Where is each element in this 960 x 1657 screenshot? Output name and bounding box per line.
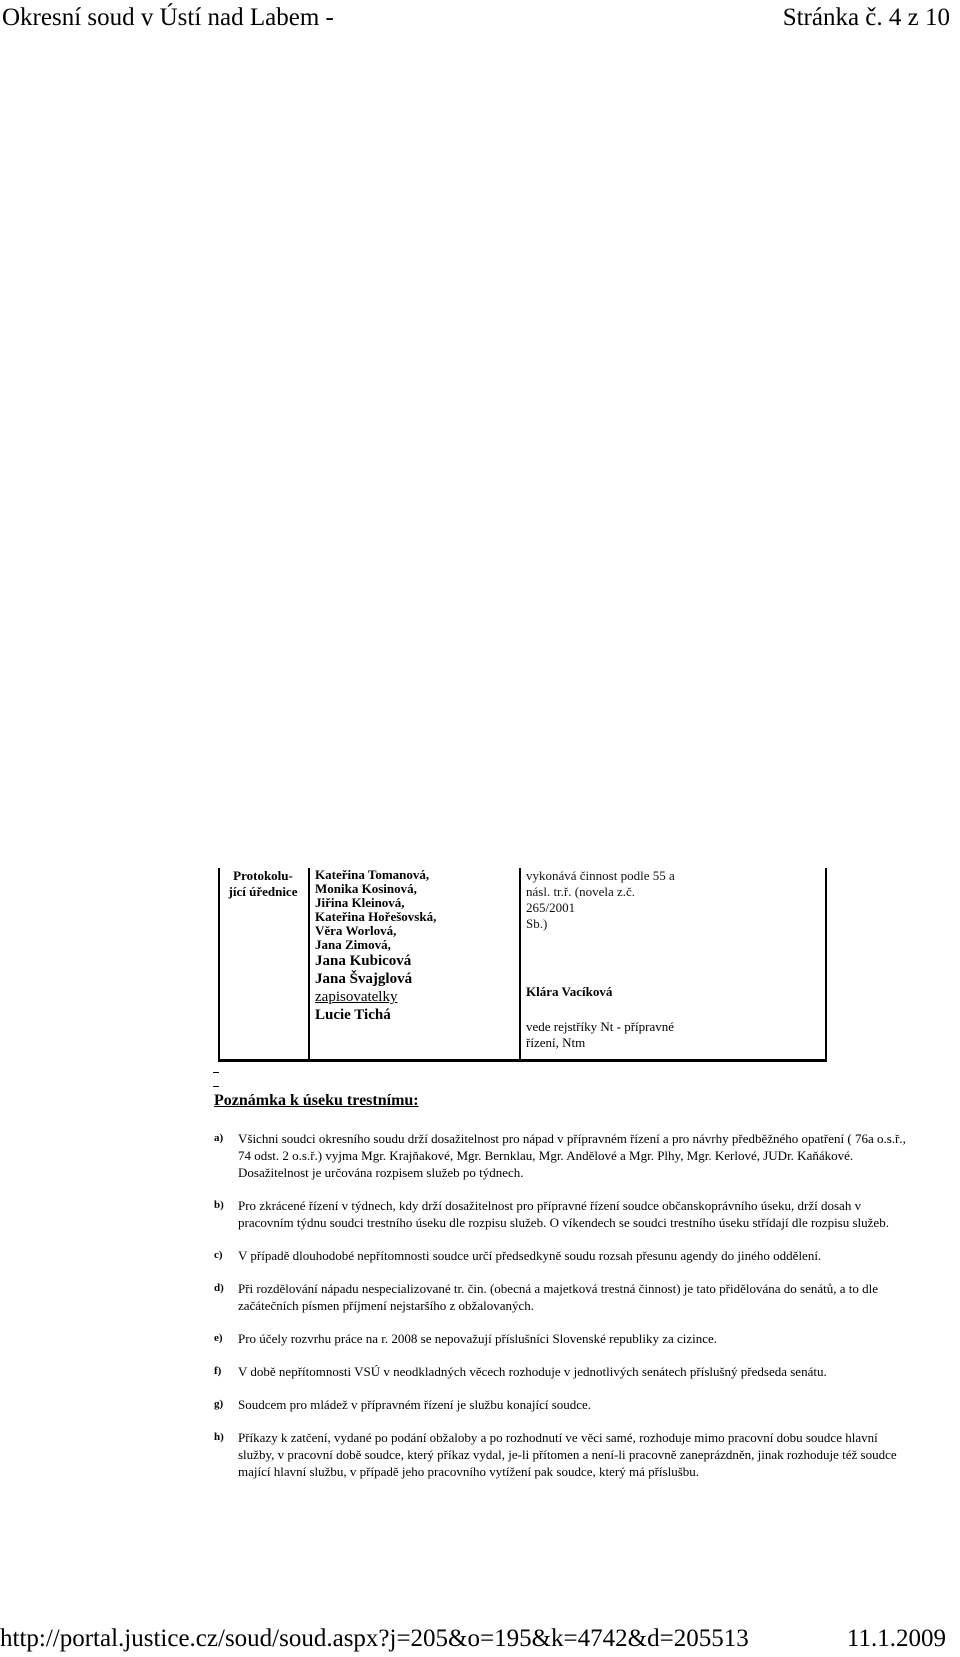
names-cell [315, 868, 515, 1024]
staff-name: Monika Kosinová, [315, 881, 417, 896]
list-item [214, 1396, 914, 1413]
duty-description [526, 868, 686, 932]
table-border-col1 [308, 868, 310, 1060]
duty-line: řízení, Ntm [526, 1035, 586, 1050]
note-text: V době nepřítomnosti VSÚ v neodkladných věcech rozhoduje v jednotlivých senátech příslušný předseda senátu. [238, 1364, 827, 1379]
note-label: h) [214, 1431, 224, 1443]
staff-name: Jana Švajglová [315, 971, 413, 987]
table-border-right [825, 868, 827, 1060]
duty-description-registry [526, 1019, 726, 1051]
note-label: g) [214, 1398, 224, 1410]
duty-line: vykonává činnost podle 55 a [526, 868, 675, 883]
note-text: Soudcem pro mládež v přípravném řízení je službu konající soudce. [238, 1397, 592, 1412]
duty-line: Sb.) [526, 916, 548, 931]
staff-name: Jana Zimová, [315, 937, 391, 952]
paragraph-mark [213, 1072, 219, 1073]
note-label: d) [214, 1282, 224, 1294]
staff-name: Kateřina Hořešovská, [315, 909, 437, 924]
table-border-col2 [519, 868, 521, 1060]
list-item [214, 1429, 914, 1480]
list-item [214, 1280, 914, 1314]
list-item [214, 1197, 914, 1231]
print-date: 11.1.2009 [846, 1625, 946, 1652]
source-url: http://portal.justice.cz/soud/soud.aspx?j=205&o=195&k=4742&d=205513 [0, 1625, 749, 1652]
table-border-left [218, 868, 220, 1060]
staff-name: Jiřina Kleinová, [315, 895, 405, 910]
notes-heading: Poznámka k úseku trestnímu: [214, 1092, 419, 1109]
note-text: Pro účely rozvrhu práce na r. 2008 se nepovažují příslušníci Slovenské republiky za cizince. [238, 1331, 718, 1346]
notes-list [214, 1130, 914, 1496]
note-text: Příkazy k zatčení, vydané po podání obžaloby a po rozhodnutí ve věci samé, rozhoduje mimo pracovní dobu soudce hlavní služby, v pracovní době soudce, který příkaz vydal, je-li přítomen a není-li pracovně zaneprázdněn, jinak rozhoduje též soudce mající hlavní službu, v případě jeho pracovního vytížení pak soudce, který má příslušbu. [238, 1430, 897, 1479]
duty-line: vede rejstříky Nt - přípravné [526, 1019, 675, 1034]
page-number: Stránka č. 4 z 10 [782, 4, 950, 31]
list-item [214, 1363, 914, 1380]
clerk-label: zapisovatelky [315, 989, 398, 1005]
staff-name: Věra Worlová, [315, 923, 397, 938]
document-title: Okresní soud v Ústí nad Labem - [2, 4, 334, 31]
note-label: c) [214, 1249, 223, 1261]
note-label: b) [214, 1199, 224, 1211]
list-item [214, 1330, 914, 1347]
clerk-name: Lucie Tichá [315, 1007, 391, 1023]
note-label: f) [214, 1365, 222, 1377]
page-footer [0, 1620, 960, 1657]
staff-name: Jana Kubicová [315, 953, 412, 969]
role-line: Protokolu- [233, 868, 293, 883]
paragraph-mark [213, 1086, 219, 1087]
duty-line: násl. tr.ř. (novela z.č. 265/2001 [526, 884, 636, 915]
note-text: V případě dlouhodobé nepřítomnosti soudce určí předsedkyně soudu rozsah přesunu agendy do jiného oddělení. [238, 1248, 822, 1263]
staff-name-vacikova: Klára Vacíková [526, 984, 613, 999]
role-cell [222, 868, 304, 900]
note-label: e) [214, 1332, 223, 1344]
table-border-bottom [218, 1059, 827, 1062]
role-line: jící úřednice [228, 884, 298, 899]
note-text: Při rozdělování nápadu nespecializované tr. čin. (obecná a majetková trestná činnost) je tato přidělována do senátů, a to dle začátečních písmen příjmení nejstaršího z obžalovaných. [238, 1281, 879, 1313]
list-item [214, 1247, 914, 1264]
note-text: Všichni soudci okresního soudu drží dosažitelnost pro nápad v přípravném řízení a pro návrhy předběžného opatření ( 76a o.s.ř., 74 odst. 2 o.s.ř.) vyjma Mgr. Krajňakové, Mgr. Bernklau, Mgr. Andělové a Mgr. Plhy, Mgr. Kerlové, JUDr. Kaňákové. Dosažitelnost je určována rozpisem služeb po týdnech. [238, 1131, 906, 1180]
staff-name: Kateřina Tomanová, [315, 867, 430, 882]
list-item [214, 1130, 914, 1181]
page-header [0, 0, 960, 36]
note-label: a) [214, 1132, 224, 1144]
note-text: Pro zkrácené řízení v týdnech, kdy drží dosažitelnost pro přípravné řízení soudce občanskoprávního úseku, drží dosah v pracovním týdnu soudci trestního úseku dle rozpisu služeb. O víkendech se soudci trestního úseku střídají dle rozpisu služeb. [238, 1198, 889, 1230]
